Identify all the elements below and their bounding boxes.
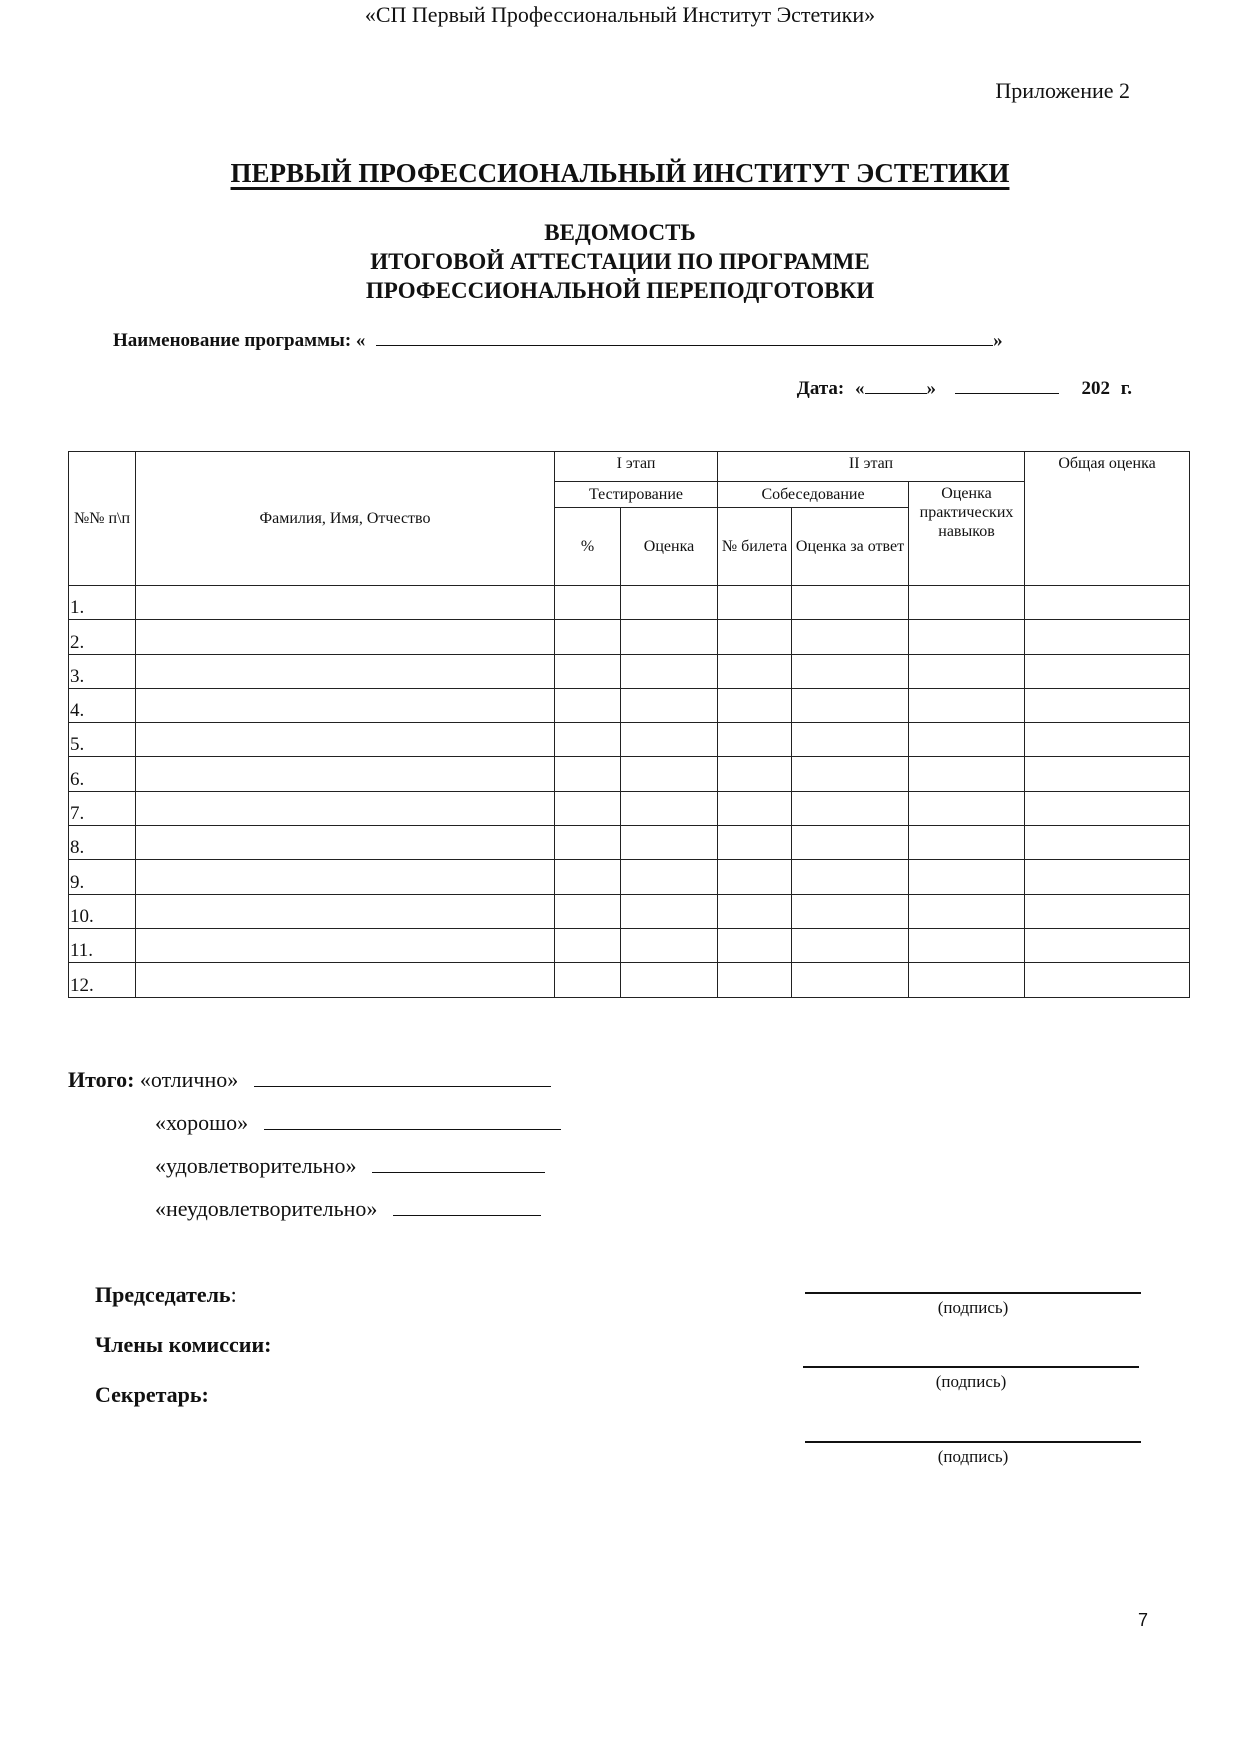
total-excellent-field[interactable] — [254, 1072, 551, 1087]
running-header: «СП Первый Профессиональный Институт Эстетики» — [364, 2, 876, 27]
cell-ticket[interactable] — [718, 963, 792, 997]
cell-name[interactable] — [136, 723, 555, 757]
cell-overall[interactable] — [1025, 894, 1190, 928]
header-percent: % — [555, 508, 621, 586]
table-row — [69, 791, 1190, 825]
cell-practical[interactable] — [909, 620, 1025, 654]
cell-grade[interactable] — [621, 586, 718, 620]
cell-percent[interactable] — [555, 620, 621, 654]
program-name-label: Наименование программы: « — [113, 330, 366, 351]
cell-grade[interactable] — [621, 723, 718, 757]
cell-answer[interactable] — [792, 757, 909, 791]
date-day-field[interactable] — [865, 379, 927, 394]
chairman-colon: : — [230, 1282, 237, 1307]
cell-ticket[interactable] — [718, 654, 792, 688]
cell-practical[interactable] — [909, 688, 1025, 722]
cell-percent[interactable] — [555, 586, 621, 620]
program-close-quote: » — [993, 330, 1003, 351]
date-open-quote: « — [855, 378, 865, 399]
header-practical-grade: Оценка практических навыков — [909, 482, 1025, 586]
cell-practical[interactable] — [909, 963, 1025, 997]
table-row — [69, 826, 1190, 860]
cell-answer[interactable] — [792, 963, 909, 997]
cell-percent[interactable] — [555, 791, 621, 825]
date-row — [797, 378, 1132, 400]
cell-answer[interactable] — [792, 860, 909, 894]
cell-practical[interactable] — [909, 826, 1025, 860]
signature-line[interactable] — [805, 1292, 1141, 1294]
cell-percent[interactable] — [555, 723, 621, 757]
cell-ticket[interactable] — [718, 688, 792, 722]
cell-overall[interactable] — [1025, 826, 1190, 860]
date-label: Дата: — [796, 378, 845, 399]
header-grade: Оценка — [621, 508, 718, 586]
total-satisfactory-label: «удовлетворительно» — [155, 1153, 357, 1178]
header-full-name: Фамилия, Имя, Отчество — [136, 452, 555, 586]
secretary-signature[interactable] — [805, 1441, 1141, 1467]
cell-practical[interactable] — [909, 654, 1025, 688]
cell-percent[interactable] — [555, 963, 621, 997]
cell-practical[interactable] — [909, 860, 1025, 894]
cell-name[interactable] — [136, 757, 555, 791]
members-signature[interactable] — [803, 1366, 1139, 1392]
cell-ticket[interactable] — [718, 928, 792, 962]
appendix-label: Приложение 2 — [995, 78, 1130, 103]
cell-percent[interactable] — [555, 757, 621, 791]
cell-ticket[interactable] — [718, 620, 792, 654]
cell-grade[interactable] — [621, 894, 718, 928]
cell-name[interactable] — [136, 963, 555, 997]
cell-num: 6. — [69, 757, 136, 791]
total-good-label: «хорошо» — [155, 1110, 249, 1135]
cell-num: 5. — [69, 723, 136, 757]
cell-name[interactable] — [136, 791, 555, 825]
date-year-prefix: 202 — [1081, 378, 1110, 399]
cell-num: 9. — [69, 860, 136, 894]
program-name-row — [113, 330, 1003, 352]
cell-answer[interactable] — [792, 894, 909, 928]
cell-percent[interactable] — [555, 654, 621, 688]
header-number: №№ п\п — [69, 452, 136, 586]
header-stage1: I этап — [555, 452, 718, 482]
cell-overall[interactable] — [1025, 688, 1190, 722]
cell-ticket[interactable] — [718, 791, 792, 825]
table-row — [69, 963, 1190, 997]
table-row — [69, 894, 1190, 928]
cell-overall[interactable] — [1025, 928, 1190, 962]
cell-overall[interactable] — [1025, 620, 1190, 654]
cell-overall[interactable] — [1025, 757, 1190, 791]
cell-num: 2. — [69, 620, 136, 654]
total-excellent-label: «отлично» — [139, 1067, 239, 1092]
cell-ticket[interactable] — [718, 860, 792, 894]
cell-practical[interactable] — [909, 791, 1025, 825]
total-good-field[interactable] — [264, 1115, 561, 1130]
table-row — [69, 654, 1190, 688]
cell-name[interactable] — [136, 894, 555, 928]
date-close-quote: » — [926, 378, 936, 399]
cell-grade[interactable] — [621, 963, 718, 997]
signature-caption: (подпись) — [937, 1298, 1009, 1317]
cell-num: 1. — [69, 586, 136, 620]
table-row — [69, 757, 1190, 791]
cell-num: 12. — [69, 963, 136, 997]
page-number: 7 — [1138, 1610, 1149, 1630]
cell-num: 3. — [69, 654, 136, 688]
cell-percent[interactable] — [555, 688, 621, 722]
chairman-label-text: Председатель — [95, 1282, 231, 1307]
cell-overall[interactable] — [1025, 723, 1190, 757]
cell-name[interactable] — [136, 860, 555, 894]
signature-line[interactable] — [805, 1441, 1141, 1443]
cell-answer[interactable] — [792, 723, 909, 757]
cell-name[interactable] — [136, 620, 555, 654]
chairman-signature[interactable] — [805, 1292, 1141, 1318]
cell-grade[interactable] — [621, 860, 718, 894]
header-answer-grade: Оценка за ответ — [792, 508, 909, 586]
signature-line[interactable] — [803, 1366, 1139, 1368]
document-title — [0, 218, 1240, 305]
date-month-field[interactable] — [955, 379, 1059, 394]
document-title-line2: ИТОГОВОЙ АТТЕСТАЦИИ ПО ПРОГРАММЕ — [370, 249, 870, 274]
cell-percent[interactable] — [555, 894, 621, 928]
cell-grade[interactable] — [621, 791, 718, 825]
cell-answer[interactable] — [792, 826, 909, 860]
header-interview: Собеседование — [718, 482, 909, 508]
cell-name[interactable] — [136, 928, 555, 962]
date-year-suffix: г. — [1120, 378, 1132, 399]
table-row — [69, 928, 1190, 962]
cell-practical[interactable] — [909, 928, 1025, 962]
table-row — [69, 723, 1190, 757]
cell-overall[interactable] — [1025, 963, 1190, 997]
total-unsatisfactory-row — [68, 1187, 561, 1230]
cell-name[interactable] — [136, 586, 555, 620]
cell-ticket[interactable] — [718, 894, 792, 928]
institute-title-text: ПЕРВЫЙ ПРОФЕССИОНАЛЬНЫЙ ИНСТИТУТ ЭСТЕТИКИ — [230, 158, 1010, 188]
program-name-field[interactable] — [376, 331, 993, 346]
header-stage2: II этап — [718, 452, 1025, 482]
cell-num: 7. — [69, 791, 136, 825]
cell-ticket[interactable] — [718, 723, 792, 757]
cell-ticket[interactable] — [718, 757, 792, 791]
header-overall-grade: Общая оценка — [1025, 452, 1190, 586]
cell-name[interactable] — [136, 654, 555, 688]
cell-overall[interactable] — [1025, 791, 1190, 825]
cell-answer[interactable] — [792, 928, 909, 962]
secretary-label: Секретарь: — [95, 1382, 209, 1407]
totals-label: Итого: — [68, 1067, 135, 1092]
cell-percent[interactable] — [555, 928, 621, 962]
chairman-label — [95, 1270, 271, 1320]
cell-grade[interactable] — [621, 757, 718, 791]
cell-answer[interactable] — [792, 688, 909, 722]
cell-practical[interactable] — [909, 757, 1025, 791]
institute-title — [0, 158, 1240, 189]
cell-name[interactable] — [136, 826, 555, 860]
document-title-line3: ПРОФЕССИОНАЛЬНОЙ ПЕРЕПОДГОТОВКИ — [365, 278, 875, 303]
header-testing: Тестирование — [555, 482, 718, 508]
total-excellent-row — [68, 1058, 561, 1101]
cell-name[interactable] — [136, 688, 555, 722]
cell-overall[interactable] — [1025, 654, 1190, 688]
cell-overall[interactable] — [1025, 860, 1190, 894]
cell-num: 4. — [69, 688, 136, 722]
attestation-table — [68, 451, 1190, 998]
cell-num: 8. — [69, 826, 136, 860]
cell-grade[interactable] — [621, 654, 718, 688]
cell-answer[interactable] — [792, 620, 909, 654]
cell-answer[interactable] — [792, 654, 909, 688]
signature-caption: (подпись) — [935, 1372, 1007, 1391]
cell-percent[interactable] — [555, 860, 621, 894]
table-row — [69, 860, 1190, 894]
header-ticket-no: № билета — [718, 508, 792, 586]
table-row — [69, 688, 1190, 722]
cell-answer[interactable] — [792, 791, 909, 825]
cell-grade[interactable] — [621, 928, 718, 962]
cell-grade[interactable] — [621, 620, 718, 654]
cell-practical[interactable] — [909, 894, 1025, 928]
members-label: Члены комиссии: — [95, 1332, 272, 1357]
total-satisfactory-field[interactable] — [372, 1158, 545, 1173]
total-unsatisfactory-field[interactable] — [393, 1201, 541, 1216]
cell-practical[interactable] — [909, 586, 1025, 620]
cell-percent[interactable] — [555, 826, 621, 860]
totals-section — [68, 1058, 561, 1230]
cell-ticket[interactable] — [718, 586, 792, 620]
cell-grade[interactable] — [621, 826, 718, 860]
cell-grade[interactable] — [621, 688, 718, 722]
cell-answer[interactable] — [792, 586, 909, 620]
total-good-row — [68, 1101, 561, 1144]
cell-ticket[interactable] — [718, 826, 792, 860]
cell-practical[interactable] — [909, 723, 1025, 757]
table-row — [69, 620, 1190, 654]
table-row — [69, 586, 1190, 620]
document-title-line1: ВЕДОМОСТЬ — [544, 220, 696, 245]
signature-labels — [95, 1270, 271, 1420]
total-satisfactory-row — [68, 1144, 561, 1187]
cell-num: 10. — [69, 894, 136, 928]
signature-caption: (подпись) — [937, 1447, 1009, 1466]
total-unsatisfactory-label: «неудовлетворительно» — [155, 1196, 378, 1221]
cell-num: 11. — [69, 928, 136, 962]
cell-overall[interactable] — [1025, 586, 1190, 620]
